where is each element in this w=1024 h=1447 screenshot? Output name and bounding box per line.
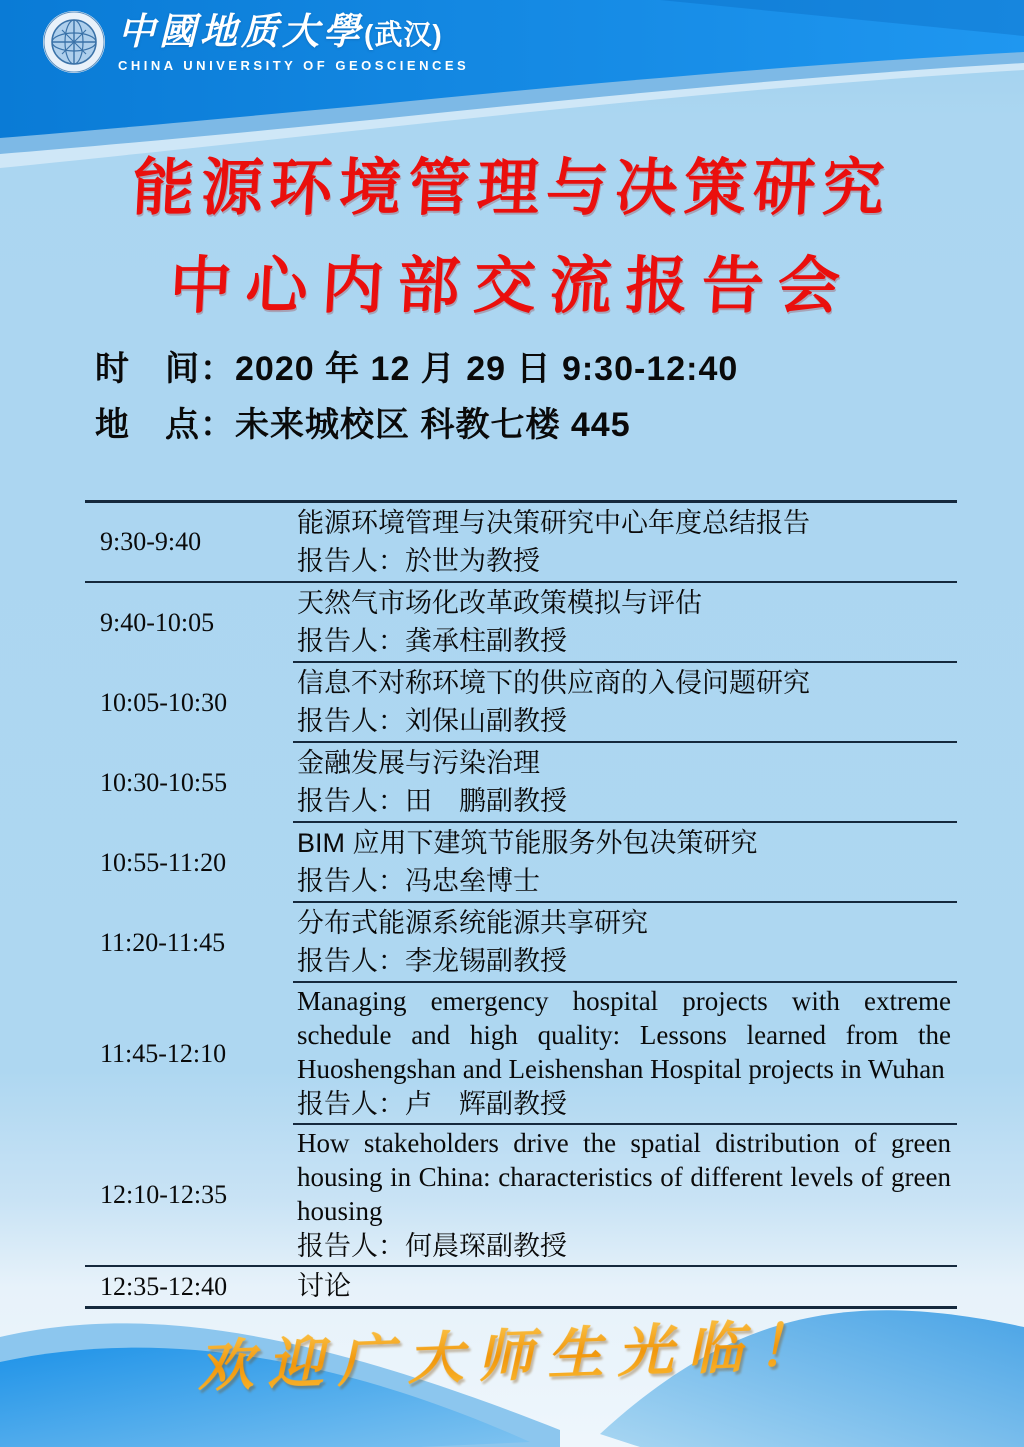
- talk-speaker: 报告人：刘保山副教授: [297, 706, 567, 736]
- time-cell: 11:20-11:45: [100, 928, 226, 957]
- university-name-cn-text: 中國地质大學: [118, 10, 364, 52]
- schedule-table: [85, 500, 957, 1309]
- topic-cell: [293, 1125, 957, 1265]
- poster-title-line2: 中心内部交流报告会: [167, 252, 856, 321]
- time-cell: 9:30-9:40: [100, 527, 202, 556]
- topic-cell: [293, 903, 957, 983]
- table-row: [85, 903, 957, 983]
- talk-speaker: 报告人：何晨琛副教授: [297, 1231, 567, 1261]
- table-row: [85, 983, 957, 1125]
- talk-title: BIM 应用下建筑节能服务外包决策研究: [297, 828, 758, 858]
- table-row: [85, 743, 957, 823]
- table-row: [85, 1125, 957, 1267]
- talk-speaker: 报告人：李龙锡副教授: [297, 946, 567, 976]
- university-name-cn: [118, 12, 469, 55]
- talk-speaker: 报告人：冯忠垒博士: [297, 866, 540, 896]
- talk-title: 分布式能源系统能源共享研究: [297, 908, 648, 938]
- talk-title: 金融发展与污染治理: [297, 748, 540, 778]
- talk-title: 信息不对称环境下的供应商的入侵问题研究: [297, 668, 810, 698]
- topic-cell: [293, 503, 957, 581]
- talk-title: 天然气市场化改革政策模拟与评估: [297, 588, 702, 618]
- talk-title: 讨论: [297, 1271, 351, 1301]
- table-row: [85, 503, 957, 583]
- time-cell: 11:45-12:10: [100, 1039, 227, 1068]
- talk-speaker: 报告人：於世为教授: [297, 546, 540, 576]
- topic-cell: [293, 823, 957, 903]
- time-cell: 9:40-10:05: [100, 608, 215, 637]
- talk-title: 能源环境管理与决策研究中心年度总结报告: [297, 508, 810, 538]
- time-cell: 10:05-10:30: [100, 688, 228, 717]
- topic-cell: [293, 983, 957, 1125]
- topic-cell: [293, 663, 957, 743]
- time-cell: 12:10-12:35: [100, 1180, 228, 1209]
- table-row: [85, 823, 957, 903]
- time-cell: 10:55-11:20: [100, 848, 227, 877]
- welcome-message: 欢迎广大师生光临！: [0, 1294, 1024, 1410]
- event-location: 地 点：未来城校区 科教七楼 445: [95, 406, 631, 444]
- table-row: [85, 583, 957, 663]
- table-row: [85, 663, 957, 743]
- poster-title-line1: 能源环境管理与决策研究: [130, 154, 893, 223]
- university-name-en: CHINA UNIVERSITY OF GEOSCIENCES: [118, 57, 470, 73]
- talk-speaker: 报告人：卢 辉副教授: [297, 1089, 567, 1119]
- topic-cell: [293, 743, 957, 823]
- university-brand: [42, 10, 469, 74]
- talk-speaker: 报告人：龚承柱副教授: [297, 626, 567, 656]
- university-names: [118, 12, 469, 73]
- university-branch-label: (武汉): [364, 18, 443, 50]
- event-time: 时 间：2020 年 12 月 29 日 9:30-12:40: [95, 350, 739, 388]
- topic-cell: [293, 583, 957, 663]
- time-cell: 12:35-12:40: [100, 1271, 228, 1301]
- talk-speaker: 报告人：田 鹏副教授: [297, 786, 567, 816]
- university-globe-logo-icon: [42, 10, 106, 74]
- time-cell: 10:30-10:55: [100, 768, 228, 797]
- talk-title: Managing emergency hospital projects with extreme schedule and high quality: Lessons learned from the Huoshengshan and Leishenshan Hospital projects in Wuhan: [297, 986, 951, 1084]
- talk-title: How stakeholders drive the spatial distribution of green housing in China: characteristics of different levels of green housing: [297, 1128, 951, 1226]
